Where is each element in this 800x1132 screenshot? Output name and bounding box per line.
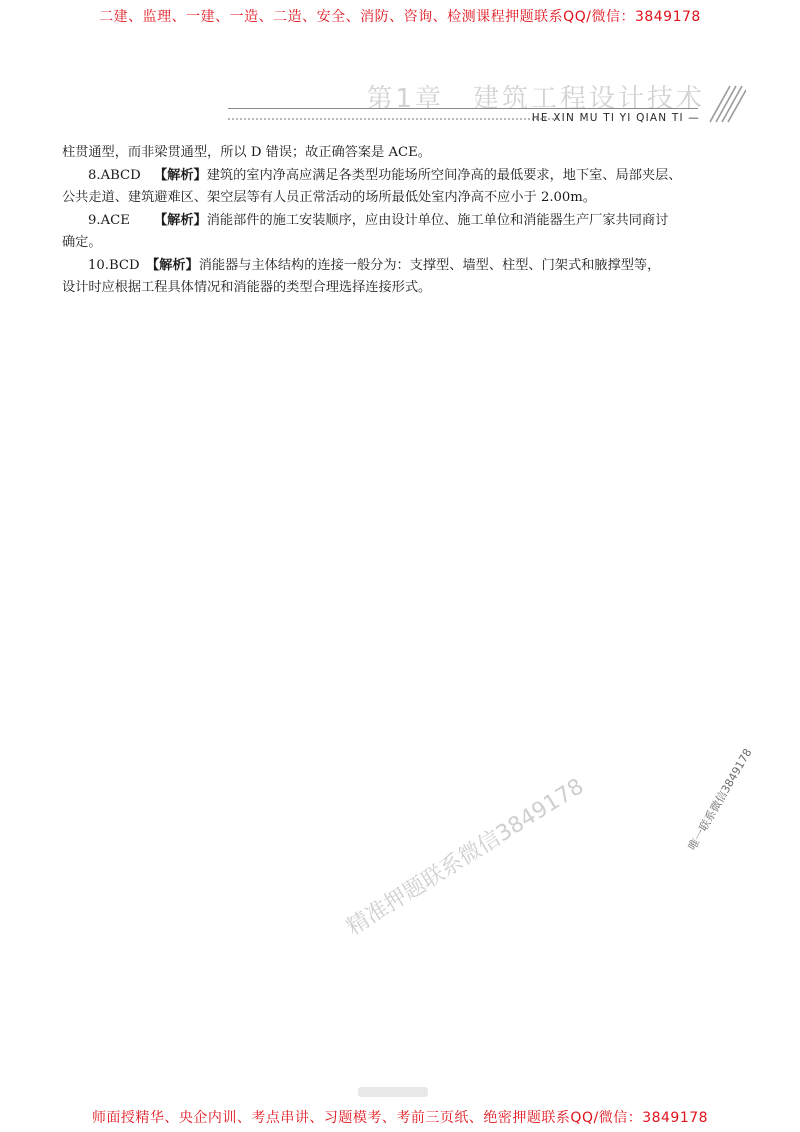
header-rule xyxy=(228,108,698,109)
page-number-smudge xyxy=(358,1087,428,1097)
chapter-title: 第1章 建筑工程设计技术 xyxy=(366,84,705,114)
answer-number: 10.BCD xyxy=(88,257,140,273)
top-promo-banner: 二建、监理、一建、一造、二造、安全、消防、咨询、检测课程押题联系QQ/微信：3849178 xyxy=(99,9,701,25)
answer-number: 8.ABCD xyxy=(88,167,141,183)
answer-item-10 xyxy=(62,255,732,278)
analysis-keyword: 【解析】 xyxy=(146,257,199,273)
diagonal-watermark-small: 唯一联系微信3849178 xyxy=(685,746,755,853)
answer-item-8-cont: 公共走道、建筑避难区、架空层等有人员正常活动的场所最低处室内净高不应小于 2.00m。 xyxy=(62,190,596,205)
answer-text: 消能部件的施工安装顺序，应由设计单位、施工单位和消能器生产厂家共同商讨 xyxy=(206,212,669,228)
chapter-header xyxy=(0,0,800,130)
continued-line: 柱贯通型，而非梁贯通型，所以 D 错误；故正确答案是 ACE。 xyxy=(62,145,431,160)
answer-number: 9.ACE xyxy=(88,212,130,228)
analysis-keyword: 【解析】 xyxy=(154,212,207,228)
answer-text: 建筑的室内净高应满足各类型功能场所空间净高的最低要求，地下室、局部夹层、 xyxy=(206,167,682,183)
answer-item-10-cont: 设计时应根据工程具体情况和消能器的类型合理选择连接形式。 xyxy=(62,280,432,295)
answer-item-9-cont: 确定。 xyxy=(62,235,102,250)
analysis-keyword: 【解析】 xyxy=(154,167,207,183)
diagonal-watermark-large: 精准押题联系微信3849178 xyxy=(342,774,589,941)
header-dotted-rule xyxy=(228,118,558,120)
answer-item-8 xyxy=(62,165,732,188)
answer-explanations xyxy=(62,142,732,300)
answer-item-9 xyxy=(62,210,732,233)
header-stripes-decoration xyxy=(700,84,746,124)
chapter-subtitle: HE XIN MU TI YI QIAN TI — xyxy=(531,112,700,124)
answer-text: 消能器与主体结构的连接一般分为：支撑型、墙型、柱型、门架式和腋撑型等， xyxy=(198,257,661,273)
bottom-promo-banner: 师面授精华、央企内训、考点串讲、习题模考、考前三页纸、绝密押题联系QQ/微信：3849178 xyxy=(91,1110,709,1126)
